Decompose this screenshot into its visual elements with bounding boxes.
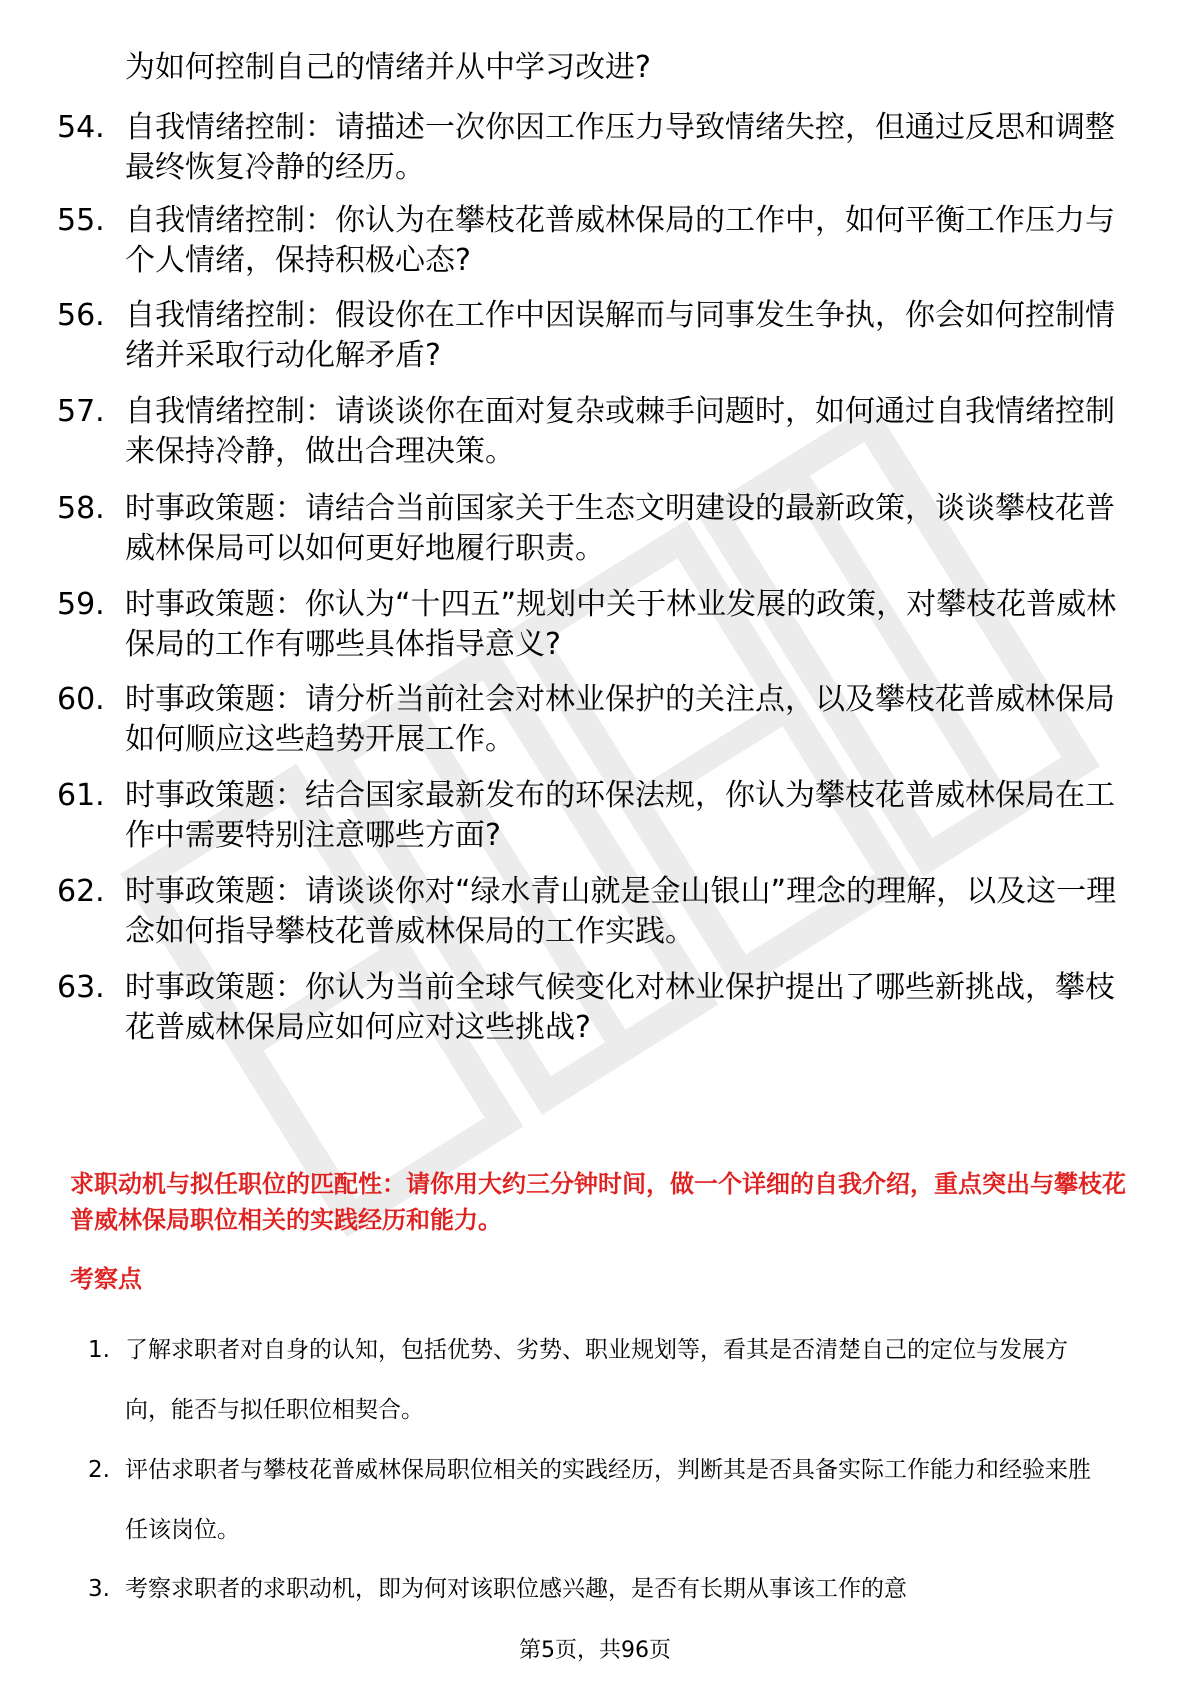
page-footer: 第5页，共96页	[519, 1638, 671, 1663]
question-text: 时事政策题：你认为当前全球气候变化对林业保护提出了哪些新挑战，攀枝花普威林保局应如何应对这些挑战?	[125, 970, 1115, 1045]
question-item	[0, 296, 1190, 376]
question-text: 自我情绪控制：请描述一次你因工作压力导致情绪失控，但通过反思和调整最终恢复冷静的经历。	[125, 110, 1115, 185]
question-number: 54.	[57, 110, 105, 145]
question-number: 56.	[57, 298, 105, 333]
point-number: 2.	[88, 1457, 110, 1483]
question-item	[0, 872, 1190, 952]
question-text: 时事政策题：请分析当前社会对林业保护的关注点，以及攀枝花普威林保局如何顺应这些趋势开展工作。	[125, 682, 1115, 757]
question-number: 63.	[57, 970, 105, 1005]
question-item	[0, 585, 1190, 665]
point-text: 考察求职者的求职动机，即为何对该职位感兴趣，是否有长期从事该工作的意	[125, 1576, 907, 1602]
question-text: 时事政策题：请结合当前国家关于生态文明建设的最新政策，谈谈攀枝花普威林保局可以如何更好地履行职责。	[125, 491, 1115, 566]
points-heading: 考察点	[70, 1265, 142, 1293]
question-text: 自我情绪控制：请谈谈你在面对复杂或棘手问题时，如何通过自我情绪控制来保持冷静，做出合理决策。	[125, 394, 1115, 469]
point-number: 1.	[88, 1337, 110, 1363]
question-number: 58.	[57, 491, 105, 526]
question-number: 62.	[57, 874, 105, 909]
question-text: 时事政策题：你认为“十四五”规划中关于林业发展的政策，对攀枝花普威林保局的工作有哪些具体指导意义?	[125, 587, 1117, 662]
point-text: 了解求职者对自身的认知，包括优势、劣势、职业规划等，看其是否清楚自己的定位与发展方向，能否与拟任职位相契合。	[125, 1337, 1068, 1423]
question-item	[0, 201, 1190, 281]
question-item	[0, 776, 1190, 856]
question-text: 时事政策题：请谈谈你对“绿水青山就是金山银山”理念的理解，以及这一理念如何指导攀枝花普威林保局的工作实践。	[125, 874, 1117, 949]
question-text: 自我情绪控制：你认为在攀枝花普威林保局的工作中，如何平衡工作压力与个人情绪，保持积极心态?	[125, 203, 1115, 278]
question-number: 61.	[57, 778, 105, 813]
question-item	[0, 680, 1190, 760]
question-item	[0, 392, 1190, 472]
question-text: 自我情绪控制：假设你在工作中因误解而与同事发生争执，你会如何控制情绪并采取行动化解矛盾?	[125, 298, 1115, 373]
question-number: 55.	[57, 203, 105, 238]
question-item	[0, 968, 1190, 1048]
question-continuation: 为如何控制自己的情绪并从中学习改进?	[125, 50, 651, 85]
featured-question: 求职动机与拟任职位的匹配性：请你用大约三分钟时间，做一个详细的自我介绍，重点突出与攀枝花普威林保局职位相关的实践经历和能力。	[70, 1170, 1126, 1234]
question-number: 59.	[57, 587, 105, 622]
point-text: 评估求职者与攀枝花普威林保局职位相关的实践经历，判断其是否具备实际工作能力和经验来胜任该岗位。	[125, 1457, 1091, 1543]
question-text: 时事政策题：结合国家最新发布的环保法规，你认为攀枝花普威林保局在工作中需要特别注意哪些方面?	[125, 778, 1115, 853]
question-number: 60.	[57, 682, 105, 717]
point-number: 3.	[88, 1576, 110, 1602]
question-number: 57.	[57, 394, 105, 429]
question-item	[0, 108, 1190, 188]
question-item	[0, 489, 1190, 569]
